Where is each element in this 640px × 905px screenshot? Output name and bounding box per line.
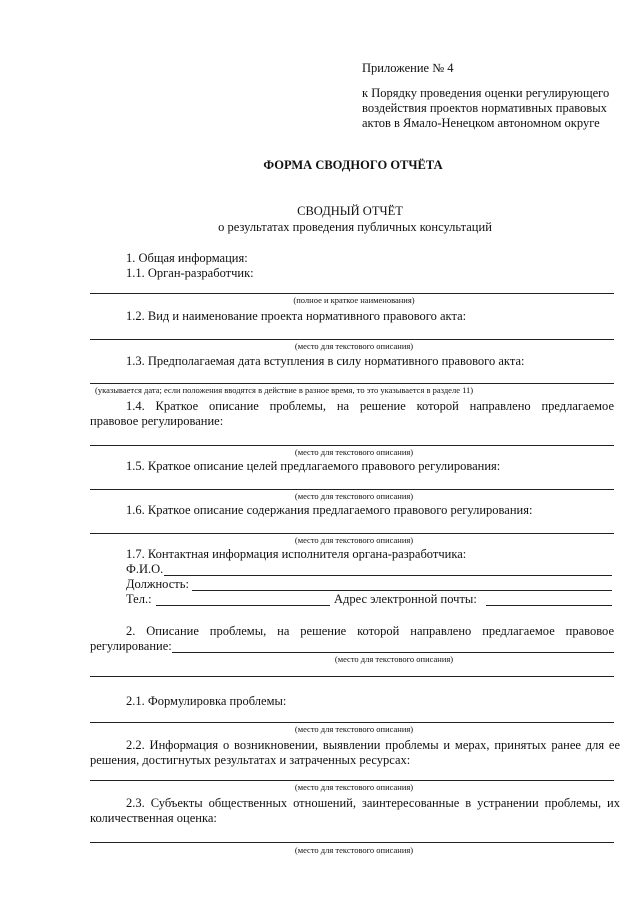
email-label: Адрес электронной почты:	[334, 592, 477, 606]
section-2-note: (место для текстового описания)	[334, 654, 454, 664]
section-1-6-note: (место для текстового описания)	[294, 535, 414, 545]
section-2-3-line-2: количественная оценка:	[90, 811, 217, 825]
section-1-4-line	[90, 445, 614, 446]
email-field[interactable]	[486, 605, 612, 606]
section-1-4-note: (место для текстового описания)	[294, 447, 414, 457]
section-1-3-label: 1.3. Предполагаемая дата вступления в силу нормативного правового акта:	[126, 354, 525, 368]
section-1-4-line-2: правовое регулирование:	[90, 414, 224, 428]
appendix-number: Приложение № 4	[362, 61, 454, 75]
form-title: ФОРМА СВОДНОГО ОТЧЁТА	[263, 158, 443, 172]
section-1-6-label: 1.6. Краткое описание содержания предлагаемого правового регулирования:	[126, 503, 533, 517]
section-2-3-line	[90, 842, 614, 843]
section-2-1-note: (место для текстового описания)	[294, 724, 414, 734]
section-1-3-note: (указывается дата; если положения вводятся в действие в разное время, то это указывается в разделе 11)	[95, 385, 474, 395]
fio-label: Ф.И.О.	[126, 562, 164, 576]
section-1-2-line	[90, 339, 614, 340]
appendix-line-3: актов в Ямало-Ненецком автономном округе	[362, 116, 600, 130]
position-label: Должность:	[126, 577, 189, 591]
section-1-5-line	[90, 489, 614, 490]
phone-field[interactable]	[156, 605, 330, 606]
appendix-line-2: воздействия проектов нормативных правовых	[362, 101, 607, 115]
section-2-line-2: регулирование:	[90, 639, 172, 653]
section-2-2-line-2: решения, достигнутых результатах и затраченных ресурсах:	[90, 753, 411, 767]
section-2-1-line	[90, 722, 614, 723]
section-1-6-line	[90, 533, 614, 534]
section-1-3-line	[90, 383, 614, 384]
phone-label: Тел.:	[126, 592, 152, 606]
section-1-1-label: 1.1. Орган-разработчик:	[126, 266, 254, 280]
section-2-extra-line	[90, 676, 614, 677]
section-2-3-note: (место для текстового описания)	[294, 845, 414, 855]
section-2-2-note: (место для текстового описания)	[294, 782, 414, 792]
section-1-5-note: (место для текстового описания)	[294, 491, 414, 501]
section-2-1-label: 2.1. Формулировка проблемы:	[126, 694, 287, 708]
section-1-heading: 1. Общая информация:	[126, 251, 248, 265]
section-2-3-line-1: 2.3. Субъекты общественных отношений, заинтересованные в устранении проблемы, их	[126, 796, 620, 810]
section-1-7-label: 1.7. Контактная информация исполнителя органа-разработчика:	[126, 547, 467, 561]
section-2-2-line	[90, 780, 614, 781]
section-1-4-line-1: 1.4. Краткое описание проблемы, на решение которой направлено предлагаемое	[126, 399, 614, 413]
section-1-5-label: 1.5. Краткое описание целей предлагаемого правового регулирования:	[126, 459, 501, 473]
report-subtitle: о результатах проведения публичных консультаций	[218, 220, 492, 234]
section-1-1-note: (полное и краткое наименования)	[293, 295, 415, 305]
position-field[interactable]	[192, 590, 612, 591]
fio-field[interactable]	[164, 575, 612, 576]
section-1-2-label: 1.2. Вид и наименование проекта нормативного правового акта:	[126, 309, 467, 323]
appendix-line-1: к Порядку проведения оценки регулирующего	[362, 86, 610, 100]
section-1-1-line	[90, 293, 614, 294]
section-2-line-1: 2. Описание проблемы, на решение которой направлено предлагаемое правовое	[126, 624, 614, 638]
section-1-2-note: (место для текстового описания)	[294, 341, 414, 351]
report-title: СВОДНЫЙ ОТЧЁТ	[297, 204, 403, 218]
section-2-line	[172, 652, 614, 653]
section-2-2-line-1: 2.2. Информация о возникновении, выявлении проблемы и мерах, принятых ранее для ее	[126, 738, 620, 752]
